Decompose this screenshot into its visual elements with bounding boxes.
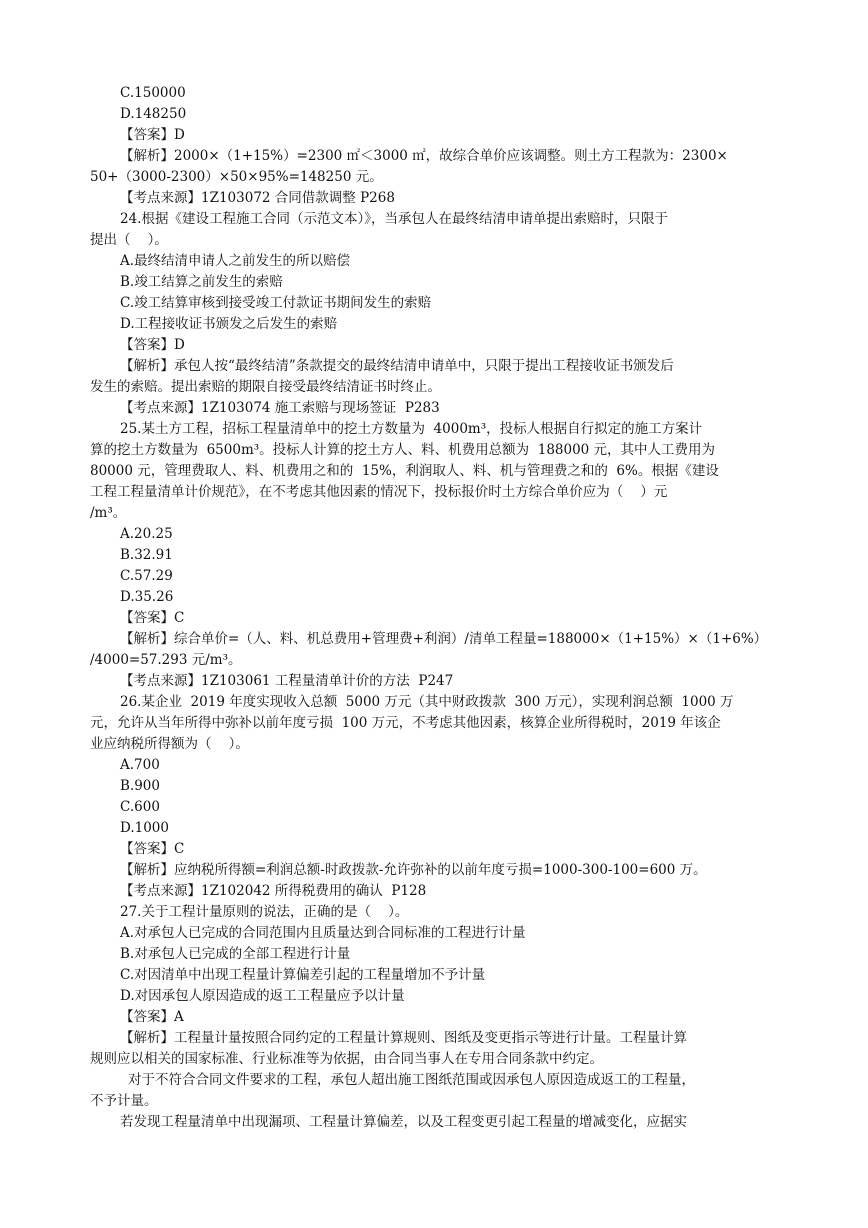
- option-c: C.对因清单中出现工程量计算偏差引起的工程量增加不予计量: [120, 967, 486, 983]
- source: 【考点来源】1Z103072 合同借款调整 P268: [120, 190, 395, 206]
- option-a: A.对承包人已完成的合同范围内且质量达到合同标准的工程进行计量: [120, 925, 526, 941]
- option-d: D.1000: [120, 820, 169, 836]
- option-a: A.最终结清申请人之前发生的所以赔偿: [120, 253, 351, 269]
- source: 【考点来源】1Z102042 所得税费用的确认 P128: [120, 883, 427, 899]
- option-d: D.148250: [120, 106, 187, 122]
- explanation-cont: 发生的索赔。提出索赔的期限自接受最终结清证书时终止。: [90, 379, 441, 395]
- paragraph: 对于不符合合同文件要求的工程，承包人超出施工图纸范围或因承包人原因造成返工的工程量，: [128, 1072, 695, 1088]
- explanation: 【解析】承包人按“最终结清”条款提交的最终结清申请单中，只限于提出工程接收证书颁发后: [120, 358, 674, 374]
- question-26-cont: 元，允许从当年所得中弥补以前年度亏损 100 万元，不考虑其他因素，核算企业所得税时，2019 年该企: [90, 715, 721, 731]
- answer: 【答案】C: [120, 841, 185, 857]
- option-b: B.32.91: [120, 547, 173, 563]
- answer: 【答案】D: [120, 337, 185, 353]
- explanation: 【解析】应纳税所得额=利润总额-时政拨款-允许弥补的以前年度亏损=1000-300-100=600 万。: [120, 862, 707, 878]
- option-b: B.竣工结算之前发生的索赔: [120, 274, 283, 290]
- question-25-cont: 工程工程量清单计价规范》，在不考虑其他因素的情况下，投标报价时土方综合单价应为（ ）元: [90, 484, 668, 500]
- answer: 【答案】A: [120, 1009, 184, 1025]
- question-26-cont: 业应纳税所得额为（ ）。: [90, 736, 249, 752]
- option-b: B.对承包人已完成的全部工程进行计量: [120, 946, 351, 962]
- explanation-cont: 50+（3000-2300）×50×95%=148250 元。: [90, 169, 383, 185]
- option-c: C.600: [120, 799, 160, 815]
- paragraph: 若发现工程量清单中出现漏项、工程量计算偏差，以及工程变更引起工程量的增减变化，应据实: [120, 1114, 687, 1130]
- answer: 【答案】D: [120, 127, 185, 143]
- question-25-cont: 80000 元，管理费取人、料、机费用之和的 15%，利润取人、料、机与管理费之和的 6%。根据《建设: [90, 463, 719, 479]
- explanation: 【解析】2000×（1+15%）=2300 ㎡＜3000 ㎡，故综合单价应该调整。则土方工程款为：2300×: [120, 148, 728, 164]
- paragraph-cont: 不予计量。: [90, 1093, 158, 1109]
- option-a: A.20.25: [120, 526, 173, 542]
- option-d: D.35.26: [120, 589, 174, 605]
- question-25-cont: /m³。: [90, 505, 127, 521]
- source: 【考点来源】1Z103061 工程量清单计价的方法 P247: [120, 673, 454, 689]
- option-c: C.竣工结算审核到接受竣工付款证书期间发生的索赔: [120, 295, 432, 311]
- source: 【考点来源】1Z103074 施工索赔与现场签证 P283: [120, 400, 440, 416]
- question-25: 25.某土方工程，招标工程量清单中的挖土方数量为 4000m³，投标人根据自行拟定的施工方案计: [120, 421, 703, 437]
- explanation-cont: /4000=57.293 元/m³。: [90, 652, 242, 668]
- question-27: 27.关于工程计量原则的说法，正确的是（ ）。: [120, 904, 409, 920]
- option-b: B.900: [120, 778, 160, 794]
- option-d: D.工程接收证书颁发之后发生的索赔: [120, 316, 338, 332]
- option-c: C.150000: [120, 85, 186, 101]
- option-a: A.700: [120, 757, 160, 773]
- question-24-cont: 提出（ ）。: [90, 232, 168, 248]
- question-24: 24.根据《建设工程施工合同（示范文本）》，当承包人在最终结清申请单提出索赔时，只限于: [120, 211, 668, 227]
- option-d: D.对因承包人原因造成的返工工程量应予以计量: [120, 988, 405, 1004]
- question-25-cont: 算的挖土方数量为 6500m³。投标人计算的挖土方人、料、机费用总额为 188000 元，其中人工费用为: [90, 442, 716, 458]
- explanation-cont: 规则应以相关的国家标准、行业标准等为依据，由合同当事人在专用合同条款中约定。: [90, 1051, 603, 1067]
- explanation: 【解析】综合单价=（人、料、机总费用+管理费+利润）/清单工程量=188000×（1+15%）×（1+6%）: [120, 631, 768, 647]
- question-26: 26.某企业 2019 年度实现收入总额 5000 万元（其中财政拨款 300 万元），实现利润总额 1000 万: [120, 694, 734, 710]
- explanation: 【解析】工程量计量按照合同约定的工程量计算规则、图纸及变更指示等进行计量。工程量计算: [120, 1030, 687, 1046]
- option-c: C.57.29: [120, 568, 173, 584]
- answer: 【答案】C: [120, 610, 185, 626]
